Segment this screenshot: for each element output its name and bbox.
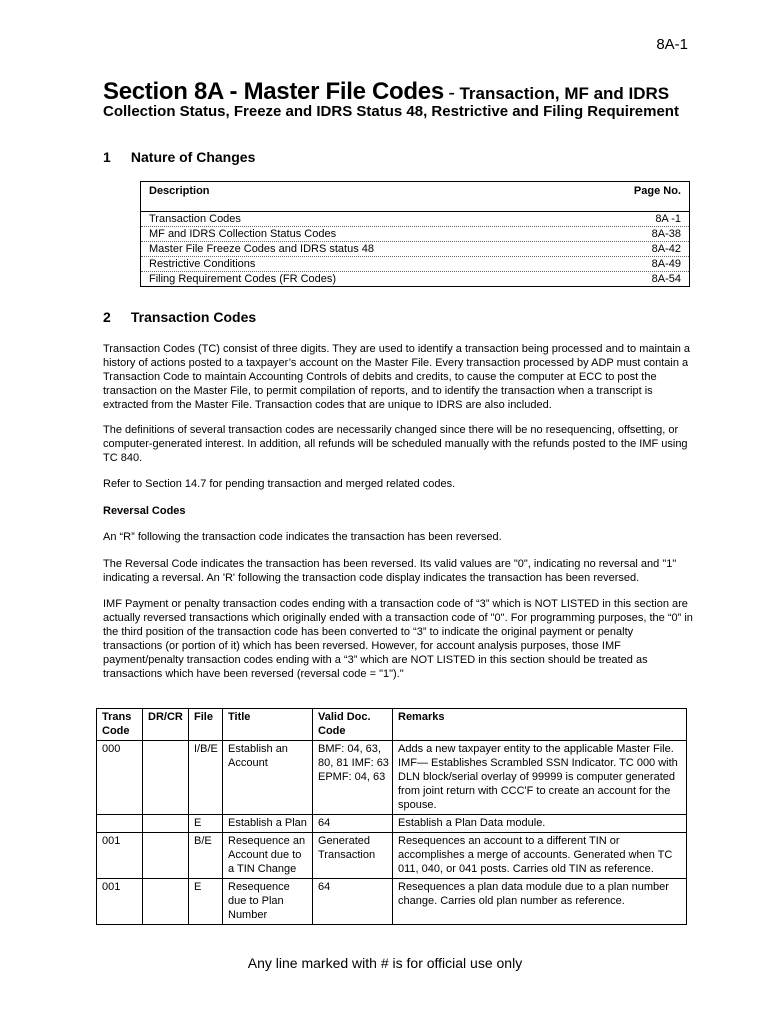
- cell-remarks: Establish a Plan Data module.: [393, 815, 687, 833]
- contents-row: [141, 227, 689, 242]
- cell-trans-code: 000: [97, 741, 143, 815]
- transaction-codes-table: [96, 708, 687, 925]
- table-header-row: [97, 709, 687, 741]
- contents-table: [140, 181, 690, 287]
- header-trans-code: Trans Code: [97, 709, 143, 741]
- cell-drcr: [143, 879, 189, 925]
- cell-valid-doc-code: 64: [313, 815, 393, 833]
- section2-number: 2: [103, 309, 111, 325]
- contents-description: Filing Requirement Codes (FR Codes): [149, 273, 337, 285]
- cell-valid-doc-code: Generated Transaction: [313, 833, 393, 879]
- table-row: [97, 833, 687, 879]
- contents-description: Transaction Codes: [149, 213, 241, 225]
- cell-file: E: [189, 815, 223, 833]
- header-valid-doc-code: Valid Doc. Code: [313, 709, 393, 741]
- header-title: Title: [223, 709, 313, 741]
- document-title: [103, 78, 669, 106]
- contents-page: 8A-54: [651, 273, 681, 285]
- cell-drcr: [143, 815, 189, 833]
- contents-row: [141, 272, 689, 286]
- cell-trans-code: 001: [97, 833, 143, 879]
- contents-table-header: [141, 182, 689, 212]
- header-file: File: [189, 709, 223, 741]
- header-drcr: DR/CR: [143, 709, 189, 741]
- section1-heading: [103, 149, 255, 165]
- title-separator: -: [448, 82, 455, 104]
- section2-title: Transaction Codes: [130, 309, 257, 325]
- cell-file: I/B/E: [189, 741, 223, 815]
- col-description-header: Description: [149, 185, 210, 197]
- contents-row: [141, 212, 689, 227]
- title-subtitle: Transaction, MF and IDRS: [459, 84, 670, 103]
- contents-description: MF and IDRS Collection Status Codes: [149, 228, 337, 240]
- paragraph-reversal-code: The Reversal Code indicates the transaction has been reversed. Its valid values are "0", indicating no reversal and "1" indicating a reversal. An 'R' following the transaction code display indicates the transaction has been reversed.: [103, 558, 677, 584]
- cell-file: E: [189, 879, 223, 925]
- contents-page: 8A-49: [651, 258, 681, 270]
- paragraph-reversal-r: An “R” following the transaction code indicates the transaction has been reversed.: [103, 531, 502, 543]
- page-number: 8A-1: [656, 36, 688, 53]
- section2-heading: [103, 309, 256, 325]
- contents-page: 8A-38: [651, 228, 681, 240]
- cell-valid-doc-code: 64: [313, 879, 393, 925]
- reversal-codes-heading: Reversal Codes: [103, 505, 186, 517]
- cell-drcr: [143, 741, 189, 815]
- title-line2: Collection Status, Freeze and IDRS Status 48, Restrictive and Filing Requirement: [103, 103, 679, 120]
- table-row: [97, 815, 687, 833]
- header-remarks: Remarks: [393, 709, 687, 741]
- cell-title: Establish a Plan: [223, 815, 313, 833]
- footer-note: Any line marked with # is for official use only: [247, 955, 523, 971]
- contents-row: [141, 257, 689, 272]
- paragraph-tc-intro: Transaction Codes (TC) consist of three digits. They are used to identify a transaction being processed and to maintain a history of actions posted to a taxpayer’s account on the Master File. Every transaction processed by ADP must contain a Transaction Code to maintain Accounting Controls of debits and credits, to cause the computer at ECC to post the transaction on the Master File, to permit compilation of reports, and to identify the transaction when a transcript is extracted from the Master File. Transaction codes that are unique to IDRS are also included.: [103, 343, 690, 411]
- cell-remarks: Adds a new taxpayer entity to the applicable Master File. IMF— Establishes Scrambled SSN Indicator. TC 000 with DLN block/serial overlay of 99999 is computer generated from joint return with CCC'F to create an account for the spouse.: [393, 741, 687, 815]
- cell-file: B/E: [189, 833, 223, 879]
- table-row: [97, 879, 687, 925]
- section1-number: 1: [103, 149, 111, 165]
- cell-remarks: Resequences a plan data module due to a plan number change. Carries old plan number as reference.: [393, 879, 687, 925]
- contents-description: Master File Freeze Codes and IDRS status 48: [149, 243, 374, 255]
- paragraph-definitions: The definitions of several transaction codes are necessarily changed since there will be no resequencing, offsetting, or computer-generated interest. In addition, all refunds will be scheduled manually with the refunds posted to the IMF using TC 840.: [103, 424, 688, 464]
- section1-title: Nature of Changes: [130, 149, 256, 165]
- cell-remarks: Resequences an account to a different TIN or accomplishes a merge of accounts. Generated when TC 011, 040, or 041 posts. Carries old TIN as reference.: [393, 833, 687, 879]
- title-main: Section 8A - Master File Codes: [103, 78, 444, 105]
- cell-trans-code: [97, 815, 143, 833]
- contents-page: 8A -1: [655, 213, 681, 225]
- cell-trans-code: 001: [97, 879, 143, 925]
- cell-valid-doc-code: BMF: 04, 63, 80, 81 IMF: 63 EPMF: 04, 63: [313, 741, 393, 815]
- table-row: [97, 741, 687, 815]
- cell-title: Resequence an Account due to a TIN Change: [223, 833, 313, 879]
- contents-description: Restrictive Conditions: [149, 258, 256, 270]
- paragraph-imf-payment: IMF Payment or penalty transaction codes ending with a transaction code of “3” which is NOT LISTED in this section are actually reversed transactions which originally ended with a transaction code of "0". For programming purposes, the “0” in the third position of the transaction code has been converted to “3” to indicate the original payment or penalty transactions (or portion of it) which has been reversed. However, for account analysis purposes, those IMF payment/penalty transaction codes ending with a “3” which are NOT LISTED in this section should be treated as transactions which have been reversed (reversal code = "1").": [103, 598, 693, 680]
- contents-page: 8A-42: [651, 243, 681, 255]
- col-page-header: Page No.: [633, 185, 681, 197]
- paragraph-refer: Refer to Section 14.7 for pending transaction and merged related codes.: [103, 478, 456, 490]
- contents-row: [141, 242, 689, 257]
- cell-title: Establish an Account: [223, 741, 313, 815]
- cell-title: Resequence due to Plan Number: [223, 879, 313, 925]
- cell-drcr: [143, 833, 189, 879]
